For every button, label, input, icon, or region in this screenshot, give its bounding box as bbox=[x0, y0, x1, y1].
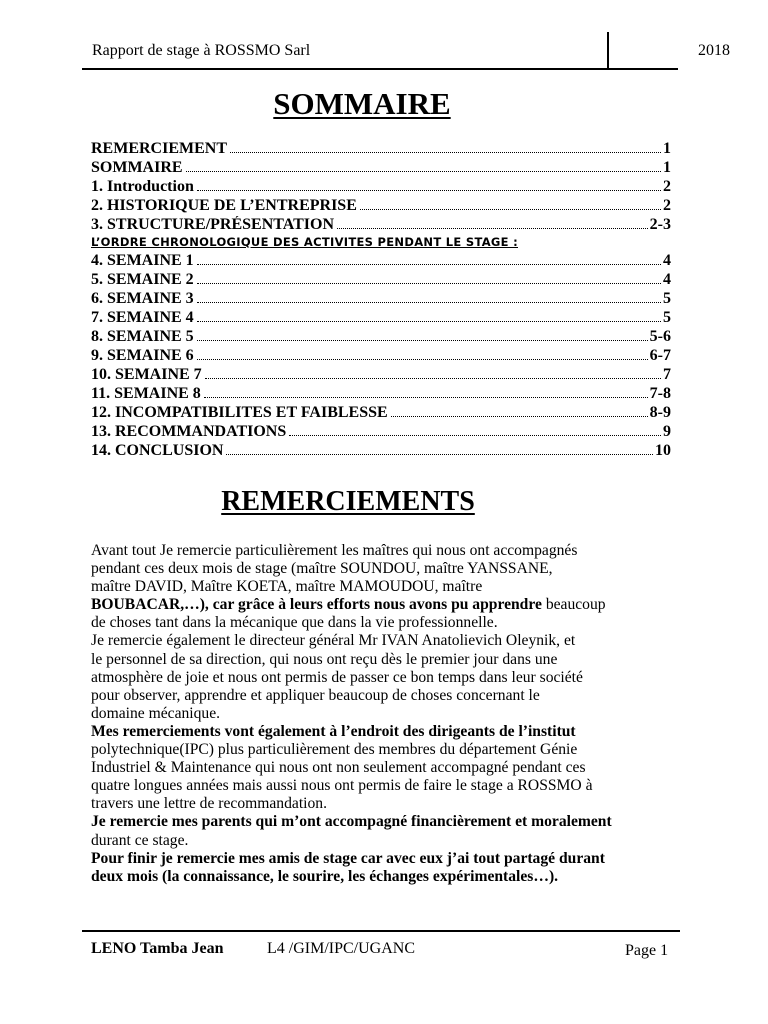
toc-entry-label: 8. SEMAINE 5 bbox=[91, 328, 194, 345]
toc-entry-page: 5-6 bbox=[649, 328, 671, 345]
body-line: deux mois (la connaissance, le sourire, les échanges expérimentales…). bbox=[91, 867, 559, 885]
toc-entry-label: REMERCIEMENT bbox=[91, 140, 228, 157]
footer-rule bbox=[82, 930, 680, 932]
body-line: Je remercie mes parents qui m’ont accompagné financièrement et moralement bbox=[91, 813, 612, 831]
body-line: Mes remerciements vont également à l’endroit des dirigeants de l’institut bbox=[91, 722, 576, 740]
remerciements-body bbox=[91, 542, 691, 886]
toc-entry-label: 4. SEMAINE 1 bbox=[91, 252, 194, 269]
toc-entry-page: 6-7 bbox=[649, 347, 671, 364]
toc-entry-page: 7 bbox=[663, 366, 671, 383]
toc-entry-page: 9 bbox=[663, 423, 671, 440]
toc-entry bbox=[91, 309, 671, 328]
toc-leader-dots bbox=[186, 170, 661, 172]
toc-entry-page: 8-9 bbox=[649, 404, 671, 421]
toc-entry-label: 5. SEMAINE 2 bbox=[91, 271, 194, 288]
body-line-rest: beaucoup bbox=[541, 596, 606, 614]
toc-entry bbox=[91, 252, 671, 271]
sommaire-title: SOMMAIRE bbox=[273, 86, 451, 121]
toc-entry-page: 1 bbox=[663, 140, 671, 157]
body-line: Je remercie également le directeur général Mr IVAN Anatolievich Oleynik, et bbox=[91, 632, 576, 650]
toc-leader-dots bbox=[197, 282, 661, 284]
toc-entry-page: 1 bbox=[663, 159, 671, 176]
toc-entry-page: 4 bbox=[663, 252, 671, 269]
body-line bbox=[91, 596, 691, 614]
header-title: Rapport de stage à ROSSMO Sarl bbox=[92, 42, 311, 59]
toc-entry-page: 2-3 bbox=[649, 216, 671, 233]
toc-leader-dots bbox=[197, 189, 661, 191]
toc-leader-dots bbox=[337, 227, 648, 229]
toc-leader-dots bbox=[360, 208, 661, 210]
toc-entry-label: 6. SEMAINE 3 bbox=[91, 290, 194, 307]
toc-entry-page: 2 bbox=[663, 178, 671, 195]
footer-page-number: Page 1 bbox=[625, 942, 669, 959]
body-line: maître DAVID, Maître KOETA, maître MAMOUDOU, maître bbox=[91, 578, 483, 596]
body-line: Avant tout Je remercie particulièrement les maîtres qui nous ont accompagnés bbox=[91, 542, 578, 559]
toc-entry-label: 11. SEMAINE 8 bbox=[91, 385, 201, 402]
body-line: le personnel de sa direction, qui nous ont reçu dès le premier jour dans une bbox=[91, 650, 558, 668]
toc-entry bbox=[91, 366, 671, 385]
remerciements-title: REMERCIEMENTS bbox=[221, 486, 475, 517]
body-line: Industriel & Maintenance qui nous ont non seulement accompagné pendant ces bbox=[91, 759, 586, 777]
toc-entry-label: 1. Introduction bbox=[91, 178, 194, 195]
toc-entry-page: 4 bbox=[663, 271, 671, 288]
toc-entry bbox=[91, 423, 671, 442]
toc-entry bbox=[91, 235, 671, 252]
toc-entry bbox=[91, 140, 671, 159]
body-line: pour observer, apprendre et appliquer beaucoup de choses concernant le bbox=[91, 686, 540, 704]
toc-leader-dots bbox=[230, 151, 661, 153]
toc-leader-dots bbox=[204, 396, 648, 398]
toc-leader-dots bbox=[197, 320, 661, 322]
toc-entry bbox=[91, 178, 671, 197]
toc-leader-dots bbox=[197, 263, 661, 265]
toc-entry bbox=[91, 197, 671, 216]
body-line: domaine mécanique. bbox=[91, 704, 221, 722]
toc-entry bbox=[91, 404, 671, 423]
toc-entry-page: 2 bbox=[663, 197, 671, 214]
header-rule bbox=[82, 68, 678, 70]
toc-leader-dots bbox=[289, 434, 661, 436]
toc-entry-label: 7. SEMAINE 4 bbox=[91, 309, 194, 326]
toc-entry bbox=[91, 328, 671, 347]
body-line: Pour finir je remercie mes amis de stage car avec eux j’ai tout partagé durant bbox=[91, 849, 605, 867]
toc-entry bbox=[91, 442, 671, 461]
toc-leader-dots bbox=[197, 339, 648, 341]
toc-entry-label: 2. HISTORIQUE DE L’ENTREPRISE bbox=[91, 197, 357, 214]
body-line: quatre longues années mais aussi nous ont permis de faire le stage a ROSSMO à bbox=[91, 777, 593, 795]
toc-entry bbox=[91, 159, 671, 178]
toc-entry bbox=[91, 385, 671, 404]
toc-entry-page: 5 bbox=[663, 290, 671, 307]
header-year: 2018 bbox=[698, 42, 730, 59]
toc-entry-label: 10. SEMAINE 7 bbox=[91, 366, 202, 383]
header-divider bbox=[607, 32, 609, 69]
body-line: pendant ces deux mois de stage (maître SOUNDOU, maître YANSSANE, bbox=[91, 560, 553, 578]
page-header bbox=[82, 32, 730, 68]
toc-entry bbox=[91, 216, 671, 235]
toc-entry-label: 14. CONCLUSION bbox=[91, 442, 224, 459]
toc-entry-label: L’ORDRE CHRONOLOGIQUE DES ACTIVITES PENDANT LE STAGE : bbox=[91, 235, 518, 249]
body-line: travers une lettre de recommandation. bbox=[91, 795, 327, 813]
toc-entry-label: 3. STRUCTURE/PRÉSENTATION bbox=[91, 216, 335, 233]
toc-leader-dots bbox=[391, 415, 648, 417]
footer-author: LENO Tamba Jean bbox=[91, 940, 224, 957]
toc-entry bbox=[91, 290, 671, 309]
toc-entry-label: 13. RECOMMANDATIONS bbox=[91, 423, 287, 440]
body-line: durant ce stage. bbox=[91, 831, 189, 849]
table-of-contents bbox=[91, 140, 671, 461]
toc-leader-dots bbox=[205, 377, 661, 379]
body-line: de choses tant dans la mécanique que dans la vie professionnelle. bbox=[91, 614, 498, 632]
toc-entry-label: 12. INCOMPATIBILITES ET FAIBLESSE bbox=[91, 404, 388, 421]
toc-leader-dots bbox=[226, 453, 653, 455]
toc-entry-label: 9. SEMAINE 6 bbox=[91, 347, 194, 364]
toc-entry-page: 5 bbox=[663, 309, 671, 326]
footer-class: L4 /GIM/IPC/UGANC bbox=[267, 940, 416, 957]
toc-entry-label: SOMMAIRE bbox=[91, 159, 183, 176]
body-line: polytechnique(IPC) plus particulièrement des membres du département Génie bbox=[91, 741, 578, 759]
toc-leader-dots bbox=[197, 301, 661, 303]
body-line: atmosphère de joie et nous ont permis de passer ce bon temps dans leur société bbox=[91, 668, 583, 686]
toc-entry bbox=[91, 271, 671, 290]
toc-entry bbox=[91, 347, 671, 366]
body-line-bold: BOUBACAR,…), car grâce à leurs efforts nous avons pu apprendre bbox=[91, 596, 542, 614]
toc-leader-dots bbox=[197, 358, 648, 360]
toc-entry-page: 7-8 bbox=[649, 385, 671, 402]
toc-entry-page: 10 bbox=[655, 442, 671, 459]
